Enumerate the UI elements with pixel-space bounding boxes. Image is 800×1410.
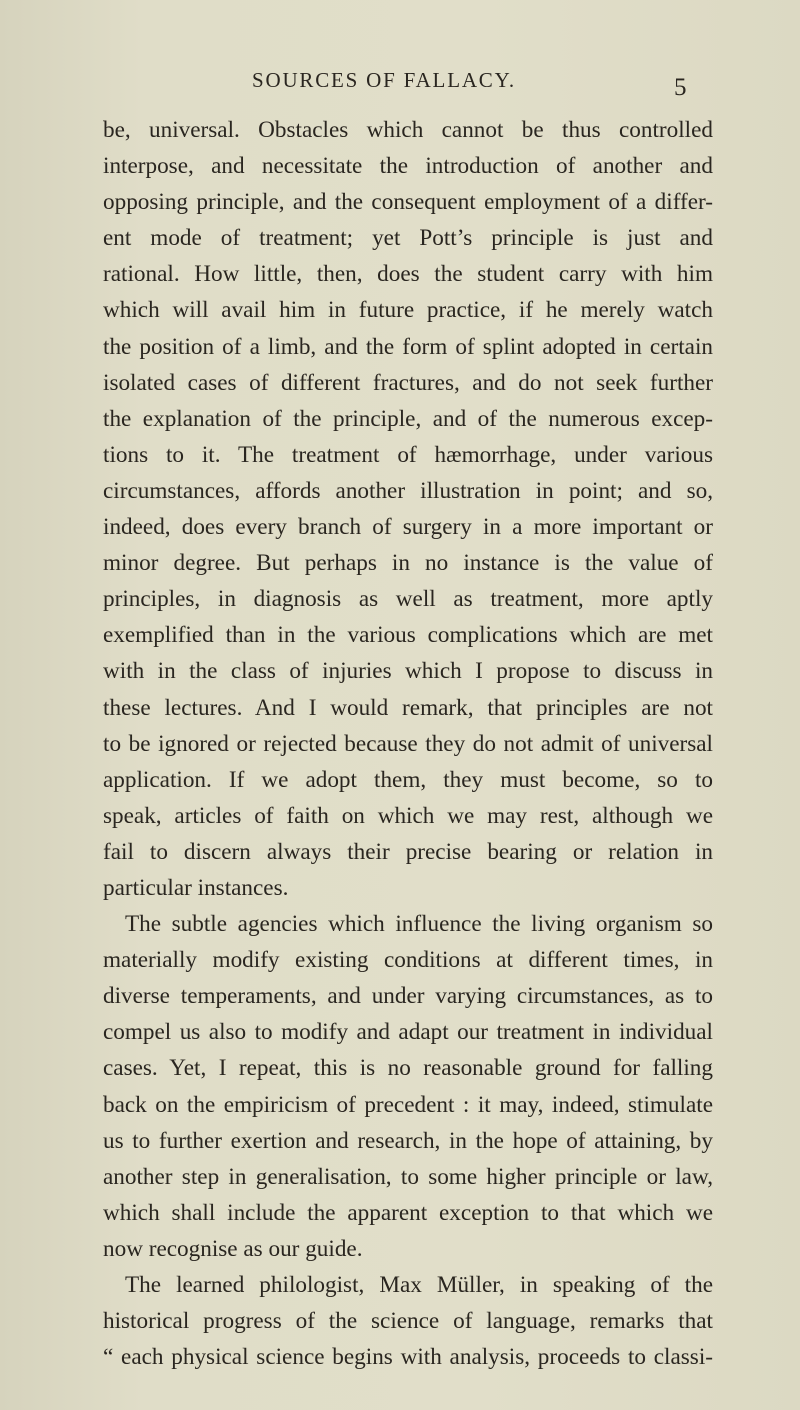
text-line: circumstances, affords another illustration in point; and so, <box>103 477 713 504</box>
paragraph-end-line: particular instances. <box>103 874 289 901</box>
text-line: ent mode of treatment; yet Pott’s principle is just and <box>103 225 713 252</box>
text-line: another step in generalisation, to some higher principle or law, <box>103 1163 713 1190</box>
text-line: to be ignored or rejected because they do not admit of universal <box>103 730 713 757</box>
text-line: these lectures. And I would remark, that principles are not <box>103 694 713 721</box>
text-line: which shall include the apparent exception to that which we <box>103 1199 713 1226</box>
text-line: indeed, does every branch of surgery in a more important or <box>103 514 713 541</box>
text-line: interpose, and necessitate the introduction of another and <box>103 153 713 180</box>
text-line: with in the class of injuries which I propose to discuss in <box>103 658 713 685</box>
page-number: 5 <box>674 74 687 101</box>
text-line: speak, articles of faith on which we may rest, although we <box>103 802 713 829</box>
text-line: principles, in diagnosis as well as treatment, more aptly <box>103 586 713 613</box>
text-line: historical progress of the science of language, remarks that <box>103 1308 713 1335</box>
text-line: minor degree. But perhaps in no instance is the value of <box>103 550 713 577</box>
text-line: materially modify existing conditions at different times, in <box>103 947 713 974</box>
text-line: be, universal. Obstacles which cannot be thus controlled <box>103 117 713 143</box>
text-line: opposing principle, and the consequent employment of a differ- <box>103 189 713 216</box>
body-text <box>103 112 713 1375</box>
text-line: diverse temperaments, and under varying circumstances, as to <box>103 983 713 1010</box>
text-line: which will avail him in future practice, if he merely watch <box>103 297 713 324</box>
text-line: “ each physical science begins with analysis, proceeds to classi- <box>103 1344 713 1371</box>
paragraph-start-line: The subtle agencies which influence the living organism so <box>125 911 713 938</box>
text-line: back on the empiricism of precedent : it may, indeed, stimulate <box>103 1091 713 1118</box>
paragraph-end-line: now recognise as our guide. <box>103 1235 363 1262</box>
text-line: compel us also to modify and adapt our treatment in individual <box>103 1019 713 1046</box>
text-line: isolated cases of different fractures, and do not seek further <box>103 369 713 396</box>
text-line: us to further exertion and research, in the hope of attaining, by <box>103 1127 713 1154</box>
text-line: the position of a limb, and the form of splint adopted in certain <box>103 333 713 360</box>
text-line: fail to discern always their precise bearing or relation in <box>103 838 713 865</box>
paragraph-start-line: The learned philologist, Max Müller, in speaking of the <box>125 1272 713 1298</box>
running-title: SOURCES OF FALLACY. <box>252 68 516 92</box>
text-line: the explanation of the principle, and of the numerous excep- <box>103 405 713 432</box>
running-header <box>0 64 800 100</box>
text-line: application. If we adopt them, they must become, so to <box>103 766 713 793</box>
text-line: tions to it. The treatment of hæmorrhage, under various <box>103 441 713 468</box>
text-line: rational. How little, then, does the student carry with him <box>103 261 713 288</box>
text-line: exemplified than in the various complications which are met <box>103 622 713 649</box>
text-line: cases. Yet, I repeat, this is no reasonable ground for falling <box>103 1055 713 1082</box>
